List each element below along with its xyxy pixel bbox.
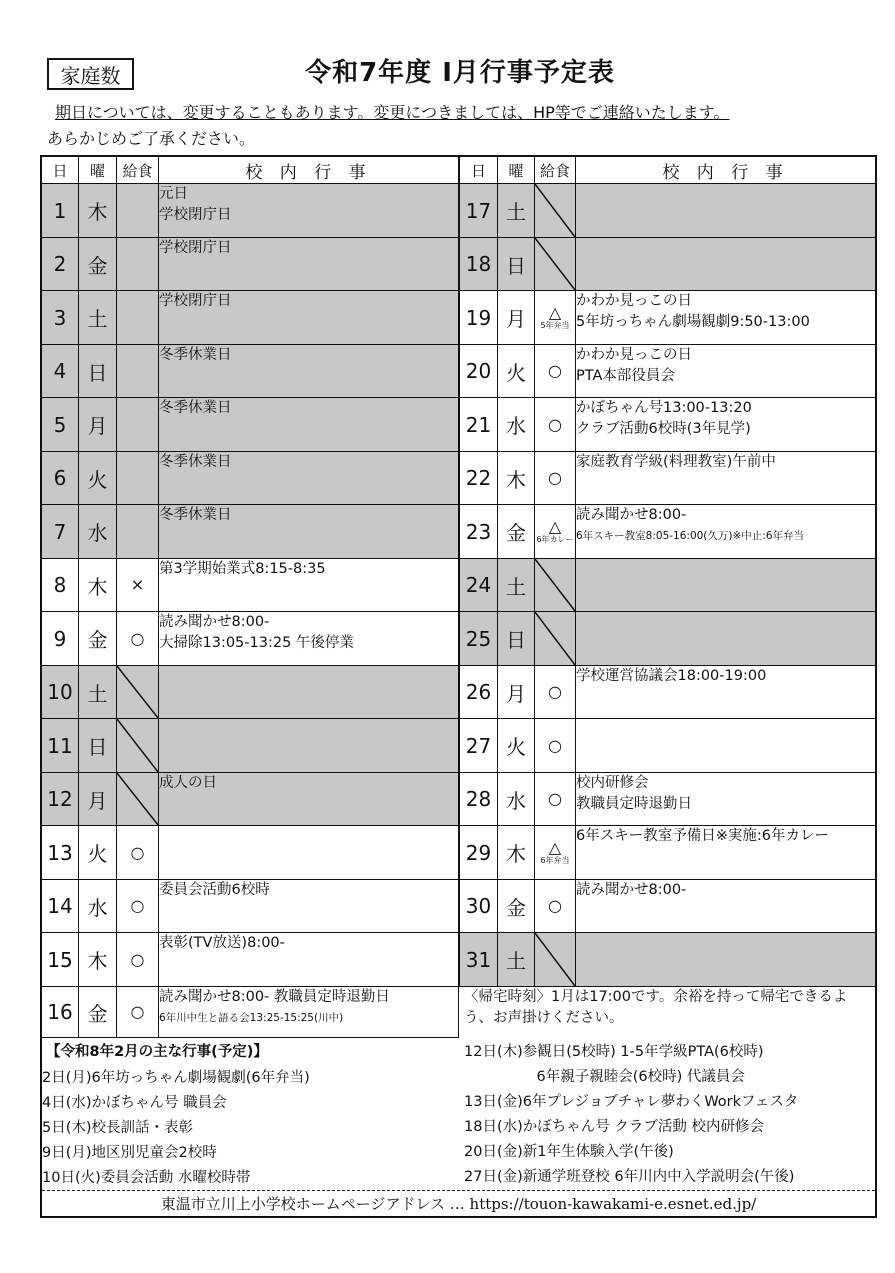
col-header-dow: 曜	[79, 157, 117, 184]
col-header-day: 日	[460, 157, 498, 184]
day-of-week: 月	[498, 666, 535, 719]
february-list-right	[464, 1040, 875, 1190]
school-lunch-cell	[117, 719, 159, 773]
table-row	[460, 719, 876, 773]
table-row	[42, 238, 459, 291]
day-of-week: 土	[498, 184, 535, 238]
event-cell	[159, 291, 459, 345]
table-row	[42, 826, 459, 880]
day-number: 20	[460, 345, 498, 398]
table-row	[42, 987, 459, 1038]
day-number: 8	[42, 559, 79, 612]
event-cell	[576, 398, 876, 452]
event-line: 学校閉庁日	[159, 207, 232, 223]
table-row	[42, 345, 459, 398]
day-of-week: 火	[498, 719, 535, 773]
col-header-events: 校 内 行 事	[576, 157, 876, 184]
day-of-week: 土	[79, 666, 117, 719]
day-number: 1	[42, 184, 79, 238]
table-row	[460, 826, 876, 880]
event-cell	[159, 719, 459, 773]
calendar-table-left	[41, 156, 459, 1038]
lunch-mark: △	[548, 837, 562, 857]
event-cell	[576, 238, 876, 291]
change-notice: 期日については、変更することもあります。変更につきましては、HP等でご連絡いたします。	[55, 103, 730, 122]
lunch-mark: △	[548, 516, 562, 536]
event-line: 冬季休業日	[159, 400, 232, 416]
day-number: 26	[460, 666, 498, 719]
event-line: 6年スキー教室予備日※実施:6年カレー	[576, 828, 829, 844]
event-cell	[576, 505, 876, 559]
school-lunch-cell	[117, 238, 159, 291]
day-of-week: 土	[79, 291, 117, 345]
event-line: 読み聞かせ8:00-	[159, 614, 270, 630]
school-lunch-cell	[535, 238, 576, 291]
table-row	[460, 505, 876, 559]
event-cell	[159, 452, 459, 505]
school-lunch-cell	[535, 345, 576, 398]
event-cell	[576, 291, 876, 345]
homecoming-time-note: 〈帰宅時刻〉1月は17:00です。余裕を持って帰宅できるよう、お声掛けください。	[464, 989, 848, 1026]
event-line: 第3学期始業式8:15-8:35	[159, 561, 326, 577]
lunch-mark: ○	[548, 468, 562, 487]
table-row	[42, 452, 459, 505]
school-lunch-cell	[117, 933, 159, 987]
day-number: 31	[460, 933, 498, 987]
school-lunch-cell	[117, 559, 159, 612]
school-lunch-cell	[535, 452, 576, 505]
day-number: 18	[460, 238, 498, 291]
day-of-week: 火	[498, 345, 535, 398]
day-number: 2	[42, 238, 79, 291]
day-number: 17	[460, 184, 498, 238]
event-cell	[159, 933, 459, 987]
event-cell	[159, 826, 459, 880]
event-line: 家庭教育学級(料理教室)午前中	[576, 454, 776, 470]
event-line: 元日	[159, 186, 188, 202]
event-cell	[576, 666, 876, 719]
event-line: かわか見っこの日	[576, 347, 692, 363]
february-event-item: 27日(金)新通学班登校 6年川内中入学説明会(午後)	[464, 1169, 795, 1185]
day-of-week: 金	[79, 238, 117, 291]
event-line: 委員会活動6校時	[159, 882, 270, 898]
february-event-item: 10日(火)委員会活動 水曜校時帯	[42, 1170, 251, 1186]
no-lunch-slash-icon	[535, 933, 575, 986]
day-number: 22	[460, 452, 498, 505]
event-line: 校内研修会	[576, 775, 649, 791]
day-of-week: 土	[498, 559, 535, 612]
lunch-note: 6年カレー	[536, 534, 574, 544]
homepage-address: 東温市立川上小学校ホームページアドレス … https://touon-kawakami-e.esnet.ed.jp/	[42, 1190, 875, 1217]
day-number: 30	[460, 880, 498, 933]
day-number: 10	[42, 666, 79, 719]
day-of-week: 木	[79, 933, 117, 987]
school-lunch-cell	[535, 666, 576, 719]
school-lunch-cell	[117, 452, 159, 505]
school-lunch-cell	[535, 291, 576, 345]
table-row	[460, 612, 876, 666]
event-cell	[159, 345, 459, 398]
event-line: 教職員定時退勤日	[576, 796, 692, 812]
audience-badge: 家庭数	[47, 58, 134, 90]
table-row	[42, 612, 459, 666]
no-lunch-slash-icon	[535, 238, 575, 290]
day-number: 5	[42, 398, 79, 452]
lunch-mark: ○	[130, 1002, 145, 1021]
event-line: 5年坊っちゃん劇場観劇9:50-13:00	[576, 314, 810, 330]
school-lunch-cell	[535, 559, 576, 612]
lunch-note: 5年弁当	[540, 320, 570, 330]
event-line: 成人の日	[159, 775, 217, 791]
event-cell	[576, 719, 876, 773]
day-number: 12	[42, 773, 79, 826]
school-lunch-cell	[535, 505, 576, 559]
event-line: 表彰(TV放送)8:00-	[159, 935, 285, 951]
event-cell	[576, 345, 876, 398]
table-header-row	[460, 157, 876, 184]
lunch-mark: ×	[130, 575, 145, 594]
day-number: 23	[460, 505, 498, 559]
school-lunch-cell	[535, 826, 576, 880]
day-number: 9	[42, 612, 79, 666]
day-number: 3	[42, 291, 79, 345]
school-lunch-cell	[117, 291, 159, 345]
february-list-left	[42, 1066, 462, 1191]
lunch-mark: ○	[130, 628, 145, 648]
event-cell	[159, 880, 459, 933]
school-lunch-cell	[535, 184, 576, 238]
lunch-mark: ○	[130, 896, 145, 915]
event-line: 学校運営協議会18:00-19:00	[576, 668, 767, 684]
event-line: 読み聞かせ8:00-	[576, 507, 687, 523]
school-lunch-cell	[535, 398, 576, 452]
table-row	[42, 559, 459, 612]
school-lunch-cell	[535, 719, 576, 773]
february-event-item: 5日(木)校長訓話・表彰	[42, 1120, 194, 1136]
table-row	[42, 719, 459, 773]
col-header-meal: 給食	[117, 157, 159, 184]
calendar-table-right	[459, 156, 876, 987]
event-line: 冬季休業日	[159, 454, 232, 470]
event-cell	[576, 559, 876, 612]
event-line: かわか見っこの日	[576, 293, 692, 309]
event-cell	[159, 184, 459, 238]
event-line: クラブ活動6校時(3年見学)	[576, 421, 751, 437]
table-row	[460, 559, 876, 612]
school-lunch-cell	[117, 880, 159, 933]
school-lunch-cell	[535, 773, 576, 826]
school-lunch-cell	[117, 612, 159, 666]
table-row	[42, 398, 459, 452]
day-of-week: 日	[498, 612, 535, 666]
day-number: 19	[460, 291, 498, 345]
day-number: 25	[460, 612, 498, 666]
day-of-week: 日	[498, 238, 535, 291]
event-line: 大掃除13:05-13:25 午後停業	[159, 635, 354, 651]
day-number: 14	[42, 880, 79, 933]
day-number: 21	[460, 398, 498, 452]
lunch-mark: ○	[548, 682, 562, 701]
day-number: 15	[42, 933, 79, 987]
no-lunch-slash-icon	[117, 666, 158, 718]
february-event-item: 2日(月)6年坊っちゃん劇場観劇(6年弁当)	[42, 1070, 310, 1086]
february-event-item: 20日(金)新1年生体験入学(午後)	[464, 1144, 674, 1160]
school-lunch-cell	[117, 505, 159, 559]
table-row	[460, 345, 876, 398]
page-title: 令和7年度 Ⅰ月行事予定表	[305, 58, 615, 88]
lunch-mark: ○	[548, 896, 562, 915]
event-line: 冬季休業日	[159, 347, 232, 363]
event-line: かぼちゃん号13:00-13:20	[576, 400, 752, 416]
day-of-week: 水	[498, 773, 535, 826]
table-row	[42, 505, 459, 559]
day-number: 4	[42, 345, 79, 398]
day-of-week: 金	[498, 880, 535, 933]
day-of-week: 金	[498, 505, 535, 559]
event-cell	[159, 612, 459, 666]
february-event-item: 9日(月)地区別児童会2校時	[42, 1145, 217, 1161]
table-row	[42, 184, 459, 238]
february-events	[42, 1038, 875, 1188]
event-cell	[159, 666, 459, 719]
school-lunch-cell	[117, 666, 159, 719]
day-number: 11	[42, 719, 79, 773]
school-lunch-cell	[117, 398, 159, 452]
day-number: 24	[460, 559, 498, 612]
event-cell	[159, 505, 459, 559]
col-header-events: 校 内 行 事	[159, 157, 459, 184]
table-row	[460, 666, 876, 719]
day-number: 16	[42, 987, 79, 1038]
change-notice-apology: あらかじめご了承ください。	[47, 129, 256, 148]
lunch-note: 6年弁当	[540, 855, 570, 865]
table-header-row	[42, 157, 459, 184]
table-row	[460, 452, 876, 505]
school-lunch-cell	[117, 184, 159, 238]
day-of-week: 日	[79, 719, 117, 773]
school-lunch-cell	[117, 826, 159, 880]
day-of-week: 月	[79, 398, 117, 452]
day-number: 29	[460, 826, 498, 880]
event-line: 冬季休業日	[159, 507, 232, 523]
table-row	[42, 773, 459, 826]
col-header-day: 日	[42, 157, 79, 184]
day-of-week: 木	[79, 559, 117, 612]
lunch-mark: ○	[548, 735, 562, 755]
event-line: PTA本部役員会	[576, 368, 675, 384]
no-lunch-slash-icon	[117, 773, 158, 825]
event-cell	[159, 398, 459, 452]
event-cell	[159, 987, 459, 1038]
day-number: 7	[42, 505, 79, 559]
day-number: 27	[460, 719, 498, 773]
event-line: 6年スキー教室8:05-16:00(久万)※中止:6年弁当	[576, 530, 805, 542]
event-line: 6年川中生と語る会13:25-15:25(川中)	[159, 1012, 344, 1024]
table-row	[460, 291, 876, 345]
no-lunch-slash-icon	[535, 612, 575, 665]
event-cell	[576, 773, 876, 826]
lunch-mark: ○	[548, 414, 562, 434]
event-cell	[159, 238, 459, 291]
table-row	[42, 291, 459, 345]
no-lunch-slash-icon	[117, 719, 158, 772]
table-row	[460, 398, 876, 452]
day-number: 28	[460, 773, 498, 826]
lunch-mark: △	[548, 302, 562, 322]
day-of-week: 日	[79, 345, 117, 398]
lunch-mark: ○	[130, 842, 145, 862]
lunch-mark: ○	[548, 789, 562, 808]
february-event-item: 18日(水)かぼちゃん号 クラブ活動 校内研修会	[464, 1119, 764, 1135]
school-lunch-cell	[117, 987, 159, 1038]
day-of-week: 木	[498, 452, 535, 505]
school-lunch-cell	[117, 345, 159, 398]
day-of-week: 金	[79, 612, 117, 666]
table-row	[42, 933, 459, 987]
table-row	[460, 880, 876, 933]
day-of-week: 水	[79, 505, 117, 559]
school-lunch-cell	[535, 612, 576, 666]
lunch-mark: ○	[130, 949, 145, 969]
school-lunch-cell	[535, 933, 576, 987]
event-cell	[576, 826, 876, 880]
event-line: 読み聞かせ8:00-	[576, 882, 687, 898]
event-cell	[576, 612, 876, 666]
february-title: 【令和8年2月の主な行事(予定)】	[46, 1044, 268, 1060]
day-of-week: 金	[79, 987, 117, 1038]
event-cell	[159, 559, 459, 612]
table-row	[42, 880, 459, 933]
col-header-meal: 給食	[535, 157, 576, 184]
day-of-week: 月	[79, 773, 117, 826]
table-row	[460, 184, 876, 238]
day-number: 13	[42, 826, 79, 880]
event-cell	[576, 880, 876, 933]
day-of-week: 木	[498, 826, 535, 880]
day-number: 6	[42, 452, 79, 505]
table-row	[460, 773, 876, 826]
february-event-item: 12日(木)参観日(5校時) 1-5年学級PTA(6校時)	[464, 1044, 764, 1060]
table-row	[42, 666, 459, 719]
day-of-week: 土	[498, 933, 535, 987]
february-event-item: 6年親子親睦会(6校時) 代議員会	[464, 1069, 745, 1085]
no-lunch-slash-icon	[535, 184, 575, 237]
day-of-week: 水	[79, 880, 117, 933]
event-cell	[159, 773, 459, 826]
table-row	[460, 933, 876, 987]
event-line: 読み聞かせ8:00- 教職員定時退勤日	[159, 989, 390, 1005]
day-of-week: 木	[79, 184, 117, 238]
february-event-item: 4日(水)かぼちゃん号 職員会	[42, 1095, 227, 1111]
day-of-week: 月	[498, 291, 535, 345]
lunch-mark: ○	[548, 361, 562, 380]
school-lunch-cell	[117, 773, 159, 826]
day-of-week: 火	[79, 452, 117, 505]
event-line: 学校閉庁日	[159, 293, 232, 309]
day-of-week: 火	[79, 826, 117, 880]
event-cell	[576, 452, 876, 505]
col-header-dow: 曜	[498, 157, 535, 184]
event-cell	[576, 184, 876, 238]
table-row	[460, 238, 876, 291]
no-lunch-slash-icon	[535, 559, 575, 611]
february-event-item: 13日(金)6年プレジョブチャレ夢わくWorkフェスタ	[464, 1094, 799, 1110]
event-line: 学校閉庁日	[159, 240, 232, 256]
day-of-week: 水	[498, 398, 535, 452]
event-cell	[576, 933, 876, 987]
school-lunch-cell	[535, 880, 576, 933]
